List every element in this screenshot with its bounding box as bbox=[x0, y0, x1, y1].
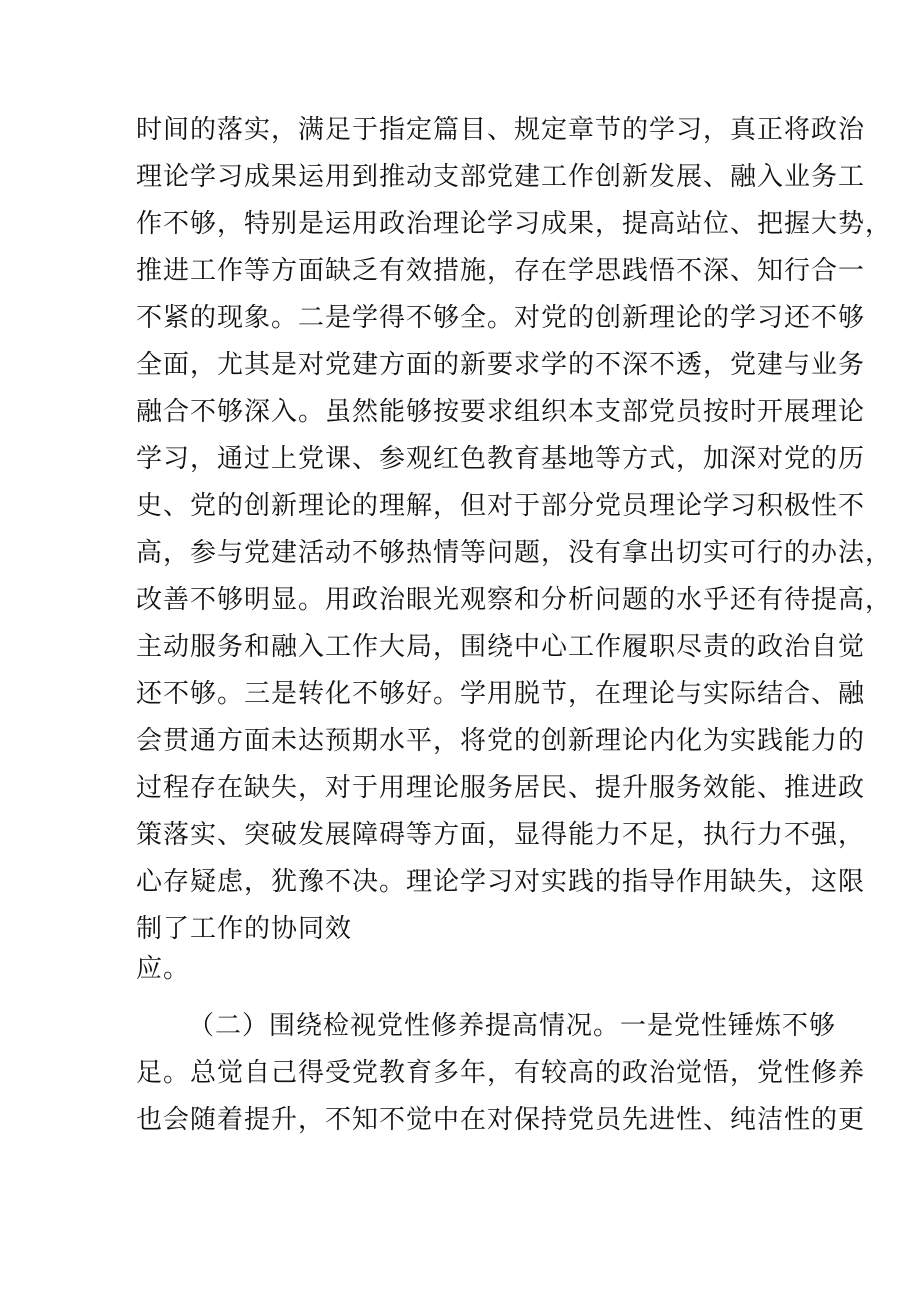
paragraph-heading-line: （二）围绕检视党性修养提高情况。一是党性锤炼不够 bbox=[188, 1011, 837, 1041]
text-line: 史、党的创新理论的理解，但对于部分党员理论学习积极性不 bbox=[136, 491, 866, 521]
text-line: 制了工作的协同效 bbox=[136, 914, 353, 944]
text-line: 理论学习成果运用到推动支部党建工作创新发展、融入业务工 bbox=[136, 162, 866, 192]
text-line: 全面，尤其是对党建方面的新要求学的不深不透，党建与业务 bbox=[136, 350, 866, 380]
text-line: 过程存在缺失，对于用理论服务居民、提升服务效能、推进政 bbox=[136, 773, 866, 803]
text-line: 高，参与党建活动不够热情等问题，没有拿出切实可行的办法， bbox=[136, 538, 893, 568]
text-line: 推进工作等方面缺乏有效措施，存在学思践悟不深、知行合一 bbox=[136, 256, 866, 286]
text-line: 主动服务和融入工作大局，围绕中心工作履职尽责的政治自觉 bbox=[136, 632, 866, 662]
text-line: 会贯通方面未达预期水平，将党的创新理论内化为实践能力的 bbox=[136, 726, 866, 756]
text-line: 也会随着提升，不知不觉中在对保持党员先进性、纯洁性的更 bbox=[136, 1105, 866, 1135]
text-line: 时间的落实，满足于指定篇目、规定章节的学习，真正将政治 bbox=[136, 115, 866, 145]
text-line: 不紧的现象。二是学得不够全。对党的创新理论的学习还不够 bbox=[136, 303, 866, 333]
text-line: 应。 bbox=[136, 954, 191, 984]
text-line: 策落实、突破发展障碍等方面，显得能力不足，执行力不强， bbox=[136, 820, 866, 850]
text-line: 改善不够明显。用政治眼光观察和分析问题的水乎还有待提高， bbox=[136, 585, 893, 615]
text-line: 作不够，特别是运用政治理论学习成果，提高站位、把握大势， bbox=[136, 209, 893, 239]
text-line: 融合不够深入。虽然能够按要求组织本支部党员按时开展理论 bbox=[136, 397, 866, 427]
text-line: 心存疑虑，犹豫不决。理论学习对实践的指导作用缺失，这限 bbox=[136, 867, 866, 897]
text-line: 足。总觉自己得受党教育多年，有较高的政治觉悟，党性修养 bbox=[136, 1058, 866, 1088]
text-line: 还不够。三是转化不够好。学用脱节，在理论与实际结合、融 bbox=[136, 679, 866, 709]
text-line: 学习，通过上党课、参观红色教育基地等方式，加深对党的历 bbox=[136, 444, 866, 474]
